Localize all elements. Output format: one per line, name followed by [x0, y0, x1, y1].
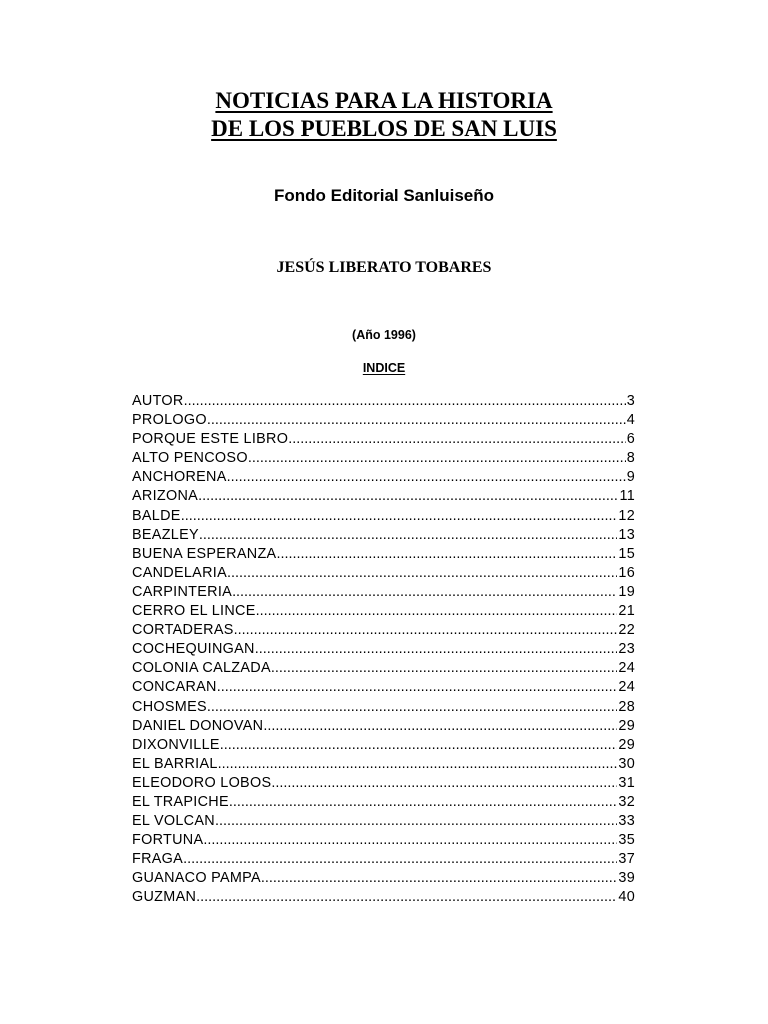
toc-entry-page-number: 24: [618, 660, 635, 677]
toc-entry-page-number: 13: [618, 526, 635, 543]
toc-dot-leader: [207, 411, 626, 430]
document-title-line-1: NOTICIAS PARA LA HISTORIA: [215, 88, 553, 113]
publisher-name: Fondo Editorial Sanluiseño: [273, 186, 495, 205]
toc-entry: [132, 507, 635, 526]
toc-entry: [132, 850, 635, 869]
toc-entry-page-number: 9: [626, 469, 635, 486]
toc-entry-page-number: 29: [618, 736, 635, 753]
toc-entry: [132, 698, 635, 717]
toc-entry-label: GUZMAN: [132, 889, 197, 906]
toc-entry-page-number: 21: [618, 603, 635, 620]
toc-entry-label: CORTADERAS: [132, 622, 234, 639]
toc-dot-leader: [220, 736, 618, 755]
toc-entry-page-number: 3: [626, 393, 635, 409]
toc-entry: [132, 678, 635, 697]
toc-entry-page-number: 31: [618, 774, 635, 791]
toc-entry-page-number: 23: [618, 641, 635, 658]
toc-entry: [132, 564, 635, 583]
toc-entry-page-number: 29: [618, 717, 635, 734]
toc-dot-leader: [227, 564, 617, 583]
toc-entry-label: CHOSMES: [132, 698, 207, 715]
toc-entry: [132, 812, 635, 831]
toc-entry-label: ARIZONA: [132, 488, 199, 505]
index-heading: INDICE: [362, 361, 406, 375]
toc-entry-page-number: 30: [618, 755, 635, 772]
toc-entry-page-number: 19: [618, 583, 635, 600]
toc-dot-leader: [256, 602, 618, 621]
toc-dot-leader: [198, 487, 618, 506]
toc-entry: [132, 869, 635, 888]
toc-entry: [132, 487, 635, 506]
toc-entry-label: PORQUE ESTE LIBRO: [132, 431, 289, 448]
toc-entry-label: CARPINTERIA: [132, 583, 233, 600]
document-title-line-2: DE LOS PUEBLOS DE SAN LUIS: [211, 116, 557, 141]
toc-entry-page-number: 15: [618, 545, 635, 562]
toc-entry-page-number: 37: [618, 851, 635, 868]
toc-entry: [132, 545, 635, 564]
toc-entry-label: EL BARRIAL: [132, 755, 218, 772]
toc-entry-page-number: 33: [618, 813, 635, 830]
toc-entry: [132, 583, 635, 602]
toc-entry-label: CONCARAN: [132, 679, 217, 696]
toc-entry: [132, 621, 635, 640]
toc-entry-page-number: 8: [626, 450, 635, 467]
toc-entry-label: FORTUNA: [132, 832, 204, 849]
toc-entry-label: PROLOGO: [132, 412, 207, 429]
toc-entry-label: EL TRAPICHE: [132, 793, 229, 810]
toc-dot-leader: [234, 621, 618, 640]
toc-dot-leader: [199, 526, 618, 545]
toc-entry-page-number: 6: [626, 431, 635, 448]
toc-entry-label: DANIEL DONOVAN: [132, 717, 264, 734]
toc-dot-leader: [184, 392, 626, 411]
toc-entry-page-number: 16: [618, 564, 635, 581]
toc-entry: [132, 831, 635, 850]
toc-dot-leader: [263, 717, 617, 736]
toc-dot-leader: [203, 831, 617, 850]
toc-entry: [132, 392, 635, 411]
toc-dot-leader: [276, 545, 617, 564]
toc-entry-page-number: 40: [618, 889, 635, 906]
toc-entry-page-number: 32: [618, 793, 635, 810]
toc-entry-label: ALTO PENCOSO: [132, 450, 248, 467]
toc-entry-page-number: 22: [618, 622, 635, 639]
toc-entry: [132, 659, 635, 678]
toc-entry: [132, 774, 635, 793]
toc-dot-leader: [229, 793, 618, 812]
toc-entry: [132, 717, 635, 736]
toc-entry-page-number: 4: [626, 412, 635, 429]
toc-entry-label: DIXONVILLE: [132, 736, 220, 753]
toc-entry-label: COCHEQUINGAN: [132, 641, 255, 658]
toc-entry-label: ANCHORENA: [132, 469, 227, 486]
toc-entry: [132, 526, 635, 545]
toc-entry: [132, 602, 635, 621]
table-of-contents: [132, 392, 635, 908]
toc-dot-leader: [183, 850, 617, 869]
toc-entry: [132, 793, 635, 812]
publication-year: (Año 1996): [352, 328, 416, 342]
toc-entry-page-number: 28: [618, 698, 635, 715]
toc-entry: [132, 430, 635, 449]
toc-dot-leader: [227, 468, 626, 487]
toc-dot-leader: [271, 774, 617, 793]
toc-entry: [132, 888, 635, 907]
toc-entry: [132, 755, 635, 774]
toc-entry-page-number: 35: [618, 832, 635, 849]
toc-dot-leader: [261, 869, 617, 888]
toc-dot-leader: [217, 678, 618, 697]
toc-entry-page-number: 24: [618, 679, 635, 696]
toc-dot-leader: [181, 507, 618, 526]
toc-entry-label: CERRO EL LINCE: [132, 603, 256, 620]
toc-entry-page-number: 39: [618, 870, 635, 887]
toc-entry-label: ELEODORO LOBOS: [132, 774, 272, 791]
toc-entry-label: AUTOR: [132, 393, 184, 409]
toc-entry-label: BALDE: [132, 507, 181, 524]
toc-entry-label: EL VOLCAN: [132, 813, 215, 830]
toc-dot-leader: [207, 698, 618, 717]
toc-entry-page-number: 11: [619, 488, 635, 505]
toc-entry-label: CANDELARIA: [132, 564, 227, 581]
toc-entry-label: FRAGA: [132, 851, 184, 868]
toc-dot-leader: [232, 583, 617, 602]
toc-dot-leader: [218, 755, 618, 774]
toc-entry: [132, 468, 635, 487]
author-name: JESÚS LIBERATO TOBARES: [276, 259, 492, 276]
toc-entry-label: GUANACO PAMPA: [132, 870, 261, 887]
toc-entry-label: BUENA ESPERANZA: [132, 545, 277, 562]
toc-dot-leader: [196, 888, 617, 907]
toc-dot-leader: [271, 659, 618, 678]
toc-entry: [132, 640, 635, 659]
toc-entry: [132, 449, 635, 468]
toc-dot-leader: [215, 812, 617, 831]
toc-entry: [132, 411, 635, 430]
toc-entry-label: BEAZLEY: [132, 526, 199, 543]
toc-dot-leader: [288, 430, 625, 449]
toc-entry-page-number: 12: [618, 507, 635, 524]
toc-dot-leader: [248, 449, 626, 468]
toc-entry-label: COLONIA CALZADA: [132, 660, 271, 677]
toc-entry: [132, 736, 635, 755]
toc-dot-leader: [255, 640, 618, 659]
